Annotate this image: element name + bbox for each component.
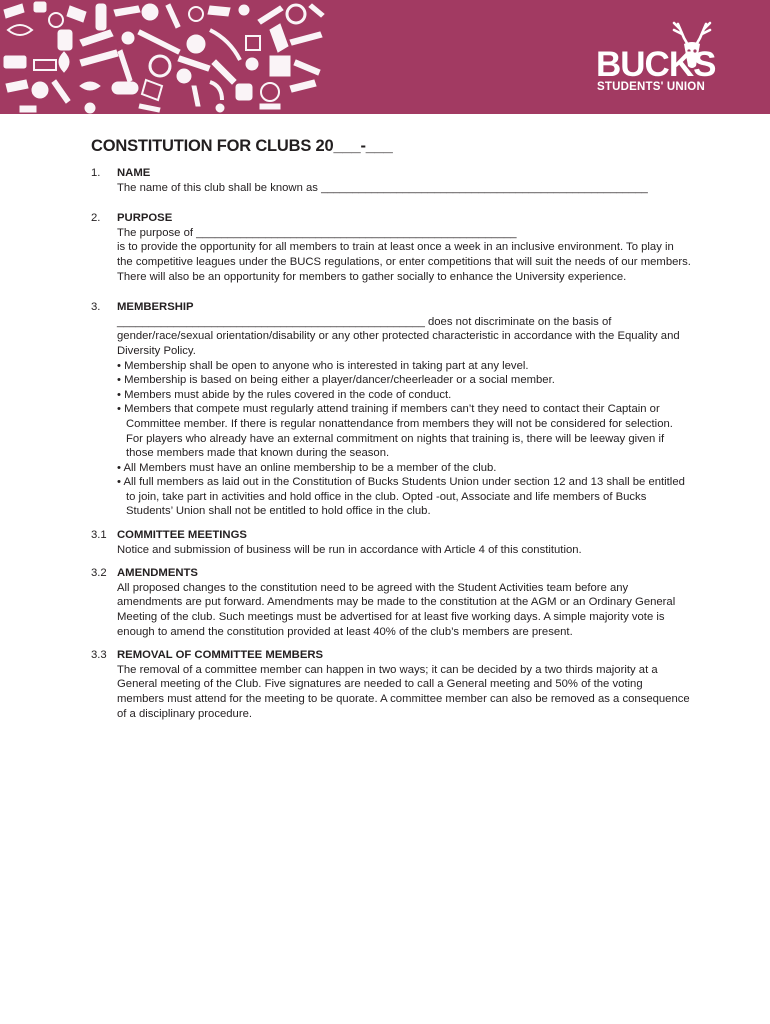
section-number: 3.3	[91, 649, 107, 662]
section-membership	[91, 300, 691, 519]
document-title: CONSTITUTION FOR CLUBS 20___-___	[91, 137, 393, 155]
document-body	[91, 136, 691, 721]
sports-pattern-decoration	[0, 0, 330, 114]
section-number: 1.	[91, 167, 101, 179]
section-text: The removal of a committee member can happen in two ways; it can be decided by a two thirds majority at a General meeting of the Club. Five signatures are needed to call a General meeting and 50% of the voting members must attend for the meeting to be quorate. A committee member can also be removed as a consequence of a disciplinary procedure.	[117, 663, 690, 720]
section-removal-of-committee-members	[91, 648, 691, 721]
section-purpose	[91, 211, 691, 284]
section-name	[91, 166, 691, 195]
section-heading: PURPOSE	[117, 212, 173, 225]
section-committee-meetings	[91, 528, 691, 557]
section-heading: MEMBERSHIP	[117, 301, 194, 314]
section-text: The purpose of ___________________________________________________	[117, 226, 517, 239]
section-number: 3.	[91, 301, 101, 314]
bullet-item: • All full members as laid out in the Constitution of Bucks Students Union under section 12 and 13 shall be entitled to join, take part in activities and hold office in the club. Opted -out, Associate and life members of Bucks Students’ Union shall not be entitled to hold office in the club.	[117, 476, 685, 518]
section-amendments	[91, 566, 691, 639]
section-heading: AMENDMENTS	[117, 567, 198, 580]
section-number: 2.	[91, 212, 101, 225]
section-text: The name of this club shall be known as ____________________________________________________	[117, 181, 648, 194]
section-text: Notice and submission of business will be run in accordance with Article 4 of this constitution.	[117, 543, 582, 556]
section-number: 3.1	[91, 529, 107, 542]
section-text: is to provide the opportunity for all members to train at least once a week in an inclusive environment. To play in the competitive leagues under the BUCS regulations, or enter competitions that will suit the needs of our members. There will also be an opportunity for members to gather socially to enhance the University experience.	[117, 241, 691, 283]
header-banner	[0, 0, 770, 114]
section-heading: REMOVAL OF COMMITTEE MEMBERS	[117, 649, 324, 662]
brand-name: BUCKS	[596, 45, 716, 84]
section-heading: NAME	[117, 167, 151, 179]
bullet-item: • Members must abide by the rules covered in the code of conduct.	[117, 388, 452, 401]
section-text: All proposed changes to the constitution need to be agreed with the Student Activities team before any amendments are put forward. Amendments may be made to the constitution at the AGM or an Ordinary General Meeting of the club. Such meetings must be advertised for at least five working days. A simple majority vote is enough to amend the constitution provided at least 40% of the club’s members are present.	[117, 581, 676, 638]
bullet-item: • Membership shall be open to anyone who is interested in taking part at any level.	[117, 359, 529, 372]
section-heading: COMMITTEE MEETINGS	[117, 529, 247, 542]
bullet-item: • All Members must have an online membership to be a member of the club.	[117, 461, 497, 474]
section-text: _________________________________________________ does not discriminate on the basis of gender/race/sexual orientation/disability or any other protected characteristic in accordance with the Equality and Diversity Policy.	[117, 315, 680, 357]
section-number: 3.2	[91, 567, 107, 580]
brand-subtitle: STUDENTS' UNION	[597, 81, 705, 93]
bucks-students-union-logo	[592, 20, 732, 100]
bullet-item: • Membership is based on being either a player/dancer/cheerleader or a social member.	[117, 374, 555, 387]
bullet-item: • Members that compete must regularly attend training if members can’t they need to contact their Captain or Committee member. If there is regular nonattendance from members they will not be considered for selection. For players who already have an external commitment on nights that training is, there will be leeway given if those members made that known during the season.	[117, 403, 673, 460]
